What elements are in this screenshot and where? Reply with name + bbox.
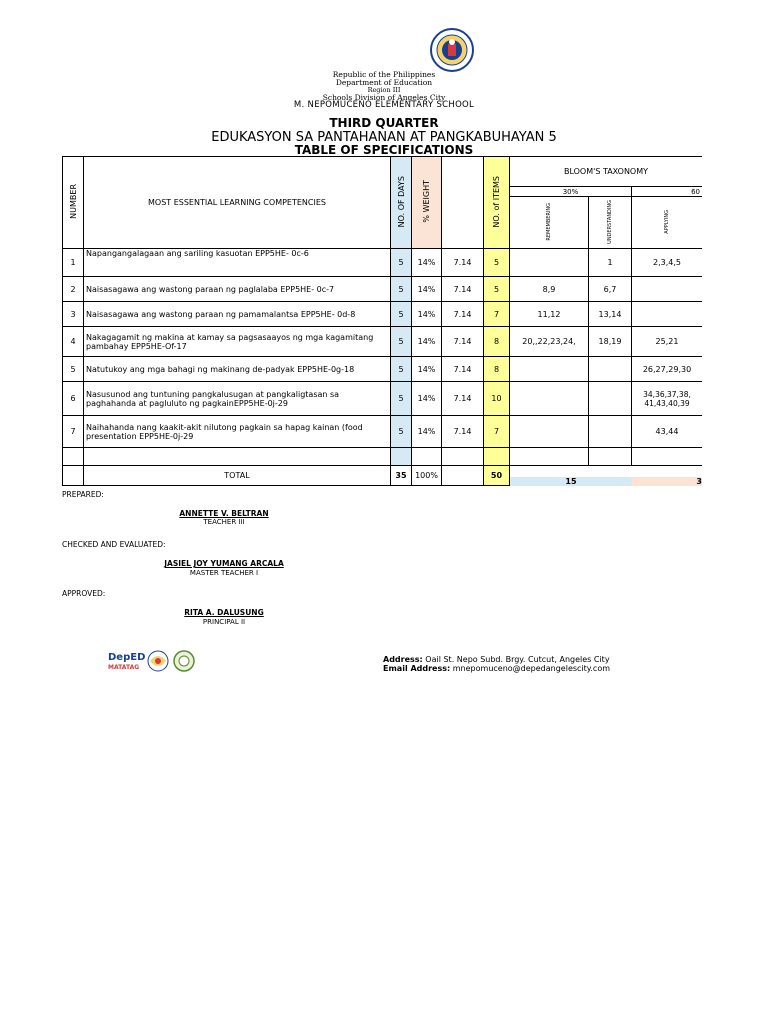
prepared-label: PREPARED:	[62, 490, 104, 499]
table-row: 7 Naihahanda nang kaakit-akit nilutong pagkain sa hapag kainan (food presentation EPP5HE-0j-29 5 14% 7.14 7 43,44	[63, 416, 703, 448]
total-days: 35	[391, 466, 412, 486]
header-blooms: BLOOM'S TAXONOMY	[510, 157, 703, 187]
total-label: TOTAL	[84, 466, 391, 486]
bagong-pilipinas-logo	[148, 651, 168, 671]
deped-matatag-logo	[108, 652, 145, 671]
header-items: NO. of ITEMS	[484, 157, 510, 249]
total-weight: 100%	[412, 466, 442, 486]
approved-role: PRINCIPAL II	[202, 618, 246, 626]
header-pct-mid: 60	[632, 187, 703, 197]
deped-seal-logo	[430, 28, 474, 72]
prepared-name: ANNETTE V. BELTRAN	[179, 509, 269, 518]
header-number: NUMBER	[63, 157, 84, 249]
svg-text:MATATAG: MATATAG	[108, 664, 140, 671]
table-row: 5 Natutukoy ang mga bahagi ng makinang de-padyak EPP5HE-0g-18 5 14% 7.14 8 26,27,29,30	[63, 357, 703, 382]
total-items: 50	[484, 466, 510, 486]
table-row: 2 Naisasagawa ang wastong paraan ng paglalaba EPP5HE- 0c-7 5 14% 7.14 5 8,9 6,7	[63, 277, 703, 302]
header-competencies: MOST ESSENTIAL LEARNING COMPETENCIES	[84, 157, 391, 249]
footer-logos	[108, 648, 198, 674]
header-blank	[442, 157, 484, 249]
header-pct-low: 30%	[510, 187, 632, 197]
header-remembering: REMEMBERING	[510, 197, 589, 249]
quarter-title: THIRD QUARTER	[329, 116, 439, 130]
checked-label: CHECKED AND EVALUATED:	[62, 540, 166, 549]
approved-label: APPROVED:	[62, 589, 106, 598]
header-department: Department of Education	[335, 78, 433, 87]
specifications-table	[62, 156, 702, 486]
header-applying: APPLYING	[632, 197, 703, 249]
header-days: NO. OF DAYS	[391, 157, 412, 249]
checked-role: MASTER TEACHER I	[189, 569, 259, 577]
header-school: M. NEPOMUCENO ELEMENTARY SCHOOL	[293, 100, 475, 110]
table-row: 6 Nasusunod ang tuntuning pangkalusugan at pangkaligtasan sa paghahanda at pagluluto ng pagkainEPP5HE-0j-29 5 14% 7.14 10 34,36,37,38, 41,43,40,39	[63, 382, 703, 416]
header-understanding: UNDERSTANDING	[589, 197, 632, 249]
header-region: Region III	[367, 86, 401, 94]
blank-row	[63, 448, 703, 466]
table-row: 1 Napangangalagaan ang sariling kasuotan EPP5HE- 0c-6 5 14% 7.14 5 1 2,3,4,5	[63, 249, 703, 277]
subtotal-mid: 3	[632, 477, 702, 486]
school-seal-logo	[174, 651, 194, 671]
footer-address: Address: Oail St. Nepo Subd. Brgy. Cutcut, Angeles City	[383, 655, 610, 664]
approved-name: RITA A. DALUSUNG	[184, 608, 264, 617]
svg-text:DepED: DepED	[108, 652, 146, 663]
checked-name: JASIEL JOY YUMANG ARCALA	[164, 559, 284, 568]
prepared-role: TEACHER III	[203, 518, 245, 526]
header-weight: % WEIGHT	[412, 157, 442, 249]
document-title: TABLE OF SPECIFICATIONS	[294, 143, 474, 157]
header-republic: Republic of the Philippines	[332, 70, 436, 79]
table-row: 4 Nakagagamit ng makina at kamay sa pagsasaayos ng mga kagamitang pambahay EPP5HE-Of-17 5 14% 7.14 8 20,,22,23,24, 18,19 25,21	[63, 327, 703, 357]
table-row: 3 Naisasagawa ang wastong paraan ng pamamalantsa EPP5HE- 0d-8 5 14% 7.14 7 11,12 13,14	[63, 302, 703, 327]
subtotal-low: 15	[510, 477, 632, 486]
header-division: Schools Division of Angeles City	[322, 93, 446, 102]
footer-email: Email Address: mnepomuceno@depedangelescity.com	[383, 664, 611, 673]
subject-title: EDUKASYON SA PANTAHANAN AT PANGKABUHAYAN 5	[211, 130, 557, 145]
total-row	[63, 466, 703, 486]
